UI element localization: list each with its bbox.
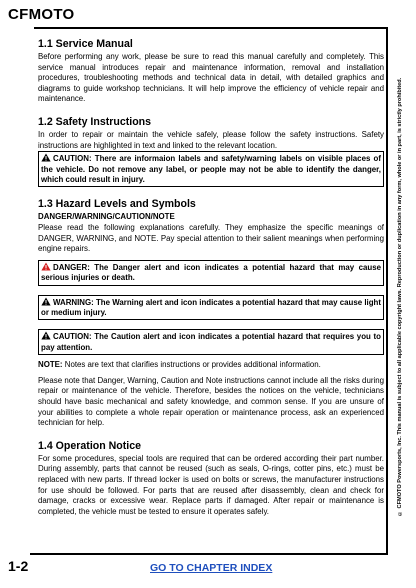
note-text: Notes are text that clarifies instructions or provides additional information.: [62, 360, 321, 370]
danger-box: [38, 260, 384, 286]
note-label: NOTE:: [38, 360, 63, 370]
warning-triangle-icon: [41, 297, 51, 306]
safety-caution-box: [38, 151, 384, 187]
caution-text: CAUTION: The Caution alert and icon indicates a potential hazard that requires you to pay attention.: [41, 332, 381, 352]
warning-text: WARNING: The Warning alert and icon indicates a potential hazard that may cause light or medium injury.: [41, 297, 381, 317]
hazard-paragraph: Please note that Danger, Warning, Caution and Note instructions cannot include all the risks during repair or maintenance of the vehicle. Therefore, besides the notices on the vehicle, technicians should have basic mechanical and safety knowledge, and common sense. If you are unsure of your abilities to complete a whole repair operation or maintenance process, ask an experienced technician for help.: [38, 375, 384, 428]
caution-triangle-icon: [41, 153, 51, 162]
danger-triangle-icon: [41, 262, 51, 271]
note-paragraph: [38, 360, 384, 371]
page-content: [38, 38, 384, 517]
service-manual-text: Before performing any work, please be sure to read this manual carefully and completely. This service manual introduces repair and maintenance information, removal and installation procedures, troubleshooting methods and technical data in detail, with detailed graphics and diagrams to guide workshop technicians. It will help improve the efficiency of vehicle repair and maintenance.: [38, 52, 384, 104]
section-heading-safety: 1.2 Safety Instructions: [38, 115, 152, 128]
side-rule: [386, 27, 388, 555]
hazard-intro: Please read the following explanations carefully. They emphasize the specific meanings of DANGER, WARNING, and NOTE. Pay special attention to their salient meanings when performing engine repairs.: [38, 222, 384, 254]
section-heading-operation: 1.4 Operation Notice: [38, 439, 142, 452]
caution-box: [38, 329, 384, 355]
warning-box: [38, 295, 384, 321]
safety-caution-text: CAUTION: There are informaion labels and safety/warning labels on visible places of the vehicle. Do not remove any label, or people may not be able to identify the danger, which could result in injury.: [41, 154, 381, 184]
footer-rule: [30, 553, 388, 555]
hazard-subheading: DANGER/WARNING/CAUTION/NOTE: [38, 212, 175, 222]
section-heading-hazard: 1.3 Hazard Levels and Symbols: [38, 198, 196, 211]
header-rule: [34, 27, 388, 29]
operation-text: For some procedures, special tools are required that can be ordered according their part number. During assembly, parts that cannot be reused (such as seals, O-rings, cotter pins, etc.) must be replaced with new parts. If thread locker is used on bolts or screws, the manufacturer instructions for use should be followed. For parts that are reused after disassembly, clean and check for damage, cracks or excessive wear. Replace parts if damaged. After repair or maintenance is completed, the vehicle must be tested to ensure it operates safely.: [38, 453, 384, 516]
page-number: 1-2: [8, 558, 29, 574]
danger-text: DANGER: The Danger alert and icon indicates a potential hazard that may cause serious injuries or death.: [41, 262, 381, 283]
section-heading-service-manual: 1.1 Service Manual: [38, 38, 133, 50]
safety-text: In order to repair or maintain the vehicle safely, please follow the safety instructions. Safety instructions are highlighted in text and linked to the relevant location.: [38, 129, 384, 150]
chapter-index-link[interactable]: GO TO CHAPTER INDEX: [150, 562, 273, 574]
caution-triangle-icon: [41, 331, 51, 340]
copyright-sidebar: © CFMOTO Powersports, Inc. This manual is subject to all applicable copyright laws. Reproduction or duplication in any form, whole or in part, is strictly prohibited.: [397, 77, 403, 516]
brand-logo: CFMOTO: [8, 6, 75, 23]
